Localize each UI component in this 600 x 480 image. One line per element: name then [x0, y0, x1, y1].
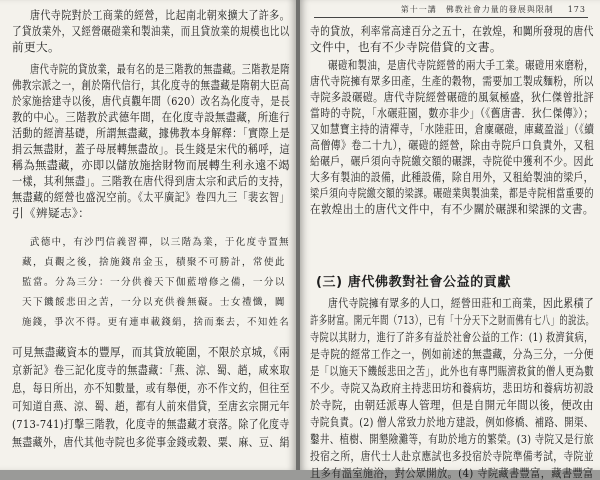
body-line: (713-741)打擊三階教，化度寺的無盡藏才衰落。除了化度寺 [12, 417, 290, 431]
body-line: 投宿之所，唐代士人赴京應試也多投宿於寺院準備考試，寺院並 [310, 449, 594, 463]
quote-line: 武德中，有沙門信義習禪，以三階為業，于化度寺置無 [30, 237, 290, 248]
body-line: 無盡藏外，唐代其他寺院也多從事金錢或穀、粟、麻、豆、絹 [12, 435, 290, 449]
body-line: 京新記》卷三記化度寺的無盡藏：「燕、涼、蜀、趙，咸來取 [12, 363, 290, 377]
body-line: 在敦煌出土的唐代文件中，有不少關於碾課和梁課的文書。 [310, 202, 594, 216]
page-number: 173 [567, 5, 586, 14]
body-line: 可知道自燕、涼、蜀、趙，都有人前來借貸，至唐玄宗開元年 [12, 399, 290, 413]
body-line: 前更大。 [12, 40, 60, 54]
body-line: 唐代寺院對於工商業的經營，比起南北朝來擴大了許多。 [30, 8, 290, 22]
body-line: 稱為無盡藏，亦即以儲放施捨財物而展轉生利永遠不竭 [12, 158, 290, 172]
body-line: 佛教宗派之一，創於隋代信行，其化度寺的無盡藏是隋朝大臣高 [12, 78, 290, 92]
running-head-title: 第十一講 佛教社會力量的發展與限制 [400, 5, 554, 14]
body-line: 唐代寺院擁有眾多田產，生產的穀物，需要加工製成麵粉，所以 [310, 74, 594, 88]
body-line: 不少。寺院又為政府主持悲田坊和養病坊，悲田坊和養病坊初設 [310, 381, 594, 395]
body-line: 於家施捨建寺以後，唐代貞觀年間（620）改名為化度寺，是長 [12, 94, 291, 108]
body-line: 息，每日所出，亦不知數量，或有舉便，亦不作文約，但往至 [12, 381, 290, 395]
body-line: 一樣，其利無盡」。三階教在唐代得到唐太宗和武后的支持， [12, 174, 290, 188]
body-line: 活動的經濟基礎，所謂無盡藏，據佛教本身解釋：「實際上是 [12, 126, 290, 140]
body-line: 捐云無盡財，蓋子母展轉無盡故」。長生錢是宋代的稱呼，這 [12, 142, 290, 156]
body-line: 梁戶須向寺院繳交額的梁課。碾磑業與製油業，都是寺院相當重要的 [310, 186, 594, 200]
body-line: 大多有製油的設備，此種設備，除自用外，又租給製油的梁戶， [310, 170, 594, 184]
body-line: 無盡藏的經營也盛況空前。《太平廣記》卷四九三「裴玄智」 [12, 190, 290, 204]
body-line: 引《辨疑志》： [12, 206, 91, 220]
body-line: 是「以施天下饑餒悲田之苦」，此外也有專門賑濟救貧的僧人更為數 [310, 364, 594, 378]
left-page [0, 0, 296, 470]
body-line: 於寺院，由朝廷派專人管理，但是自開元年間以後，便改由 [310, 398, 594, 412]
body-line: 是寺院的經常工作之一，例如前述的無盡藏，分為三分，一分便 [310, 347, 594, 361]
body-line: 且多有溫室施浴，對公眾開放。(4) 寺院藏書豐富，藏書豐富 [310, 466, 594, 480]
body-line: 文件中，也有不少寺院借貸的文書。 [310, 40, 502, 54]
body-line: 教的中心。三階教於武德年間，在化度寺設無盡藏，所進行 [12, 110, 290, 124]
right-page [300, 0, 600, 480]
body-line: 了貸放業外，又經營碾磑業和製油業，而且貸放業的規模也比以 [12, 24, 290, 38]
body-line: 可見無盡藏資本的豐厚，而其貸放範圍，不限於京城，《兩 [12, 345, 290, 359]
quote-line: 施錢，爭次不得。更有連車載錢絹，捨而棄去，不知姓名 [22, 317, 290, 328]
section-heading: (三) 唐代佛教對社會公益的貢獻 [316, 275, 512, 290]
body-line: 碾磑和製油，是唐代寺院經營的兩大手工業。碾磑用來磨粉， [328, 58, 594, 72]
body-line: 寺的貸放，利率常高達百分之五十，在敦煌，和闐所發現的唐代 [310, 24, 594, 38]
body-line: 唐代寺院擁有眾多的人口，經營田莊和工商業，因此累積了 [328, 296, 595, 310]
body-line: 寺院多設碾磑。唐代寺院經營碾磑的風氣極盛，狄仁傑曾批評 [310, 90, 595, 104]
body-line: 鑿井、植樹、開墾險灘等，有助於地方的繁榮。(3) 寺院又是行旅 [310, 432, 594, 446]
body-line: 寺院負責。(2) 僧人常致力於地方建設，例如修橋、補路、開渠、 [310, 415, 594, 429]
header-rule [314, 17, 588, 18]
body-line: 又如慧寶主持的清禪寺，「水陸莊田，倉廩碾磑，庫藏盈溢」（《續 [310, 122, 595, 136]
body-line: 許多財富。開元年間（713），已有「十分天下之財而佛有七八」的說法。 [310, 313, 595, 327]
body-line: 給碾戶，碾戶須向寺院繳交額的碾課，寺院從中獲利不少。因此 [310, 154, 594, 168]
body-line: 寺院以其財力，進行了許多有益於社會公益的工作：(1) 救濟貧病， [310, 330, 594, 344]
quote-line: 天下饑餒悲田之苦，一分以充供養無礙。士女禮懺，闐 [22, 297, 286, 308]
body-line: 當時的寺院，「水碾莊園，數亦非少」（《舊唐書．狄仁傑傳》）； [310, 106, 594, 120]
body-line: 高僧傳》卷二十九），碾磑的經營，除由寺院戶口負責外，又租 [310, 138, 595, 152]
running-head [387, 4, 586, 15]
quote-line: 監當。分為三分：一分供養天下伽藍增修之備，一分以 [22, 277, 286, 288]
quote-line: 藏，貞觀之後，捨施錢帛金玉，積聚不可勝計，常使此 [22, 257, 286, 268]
body-line: 唐代寺院的貸放業，最有名的是三階教的無盡藏。三階教是隋 [30, 62, 290, 76]
